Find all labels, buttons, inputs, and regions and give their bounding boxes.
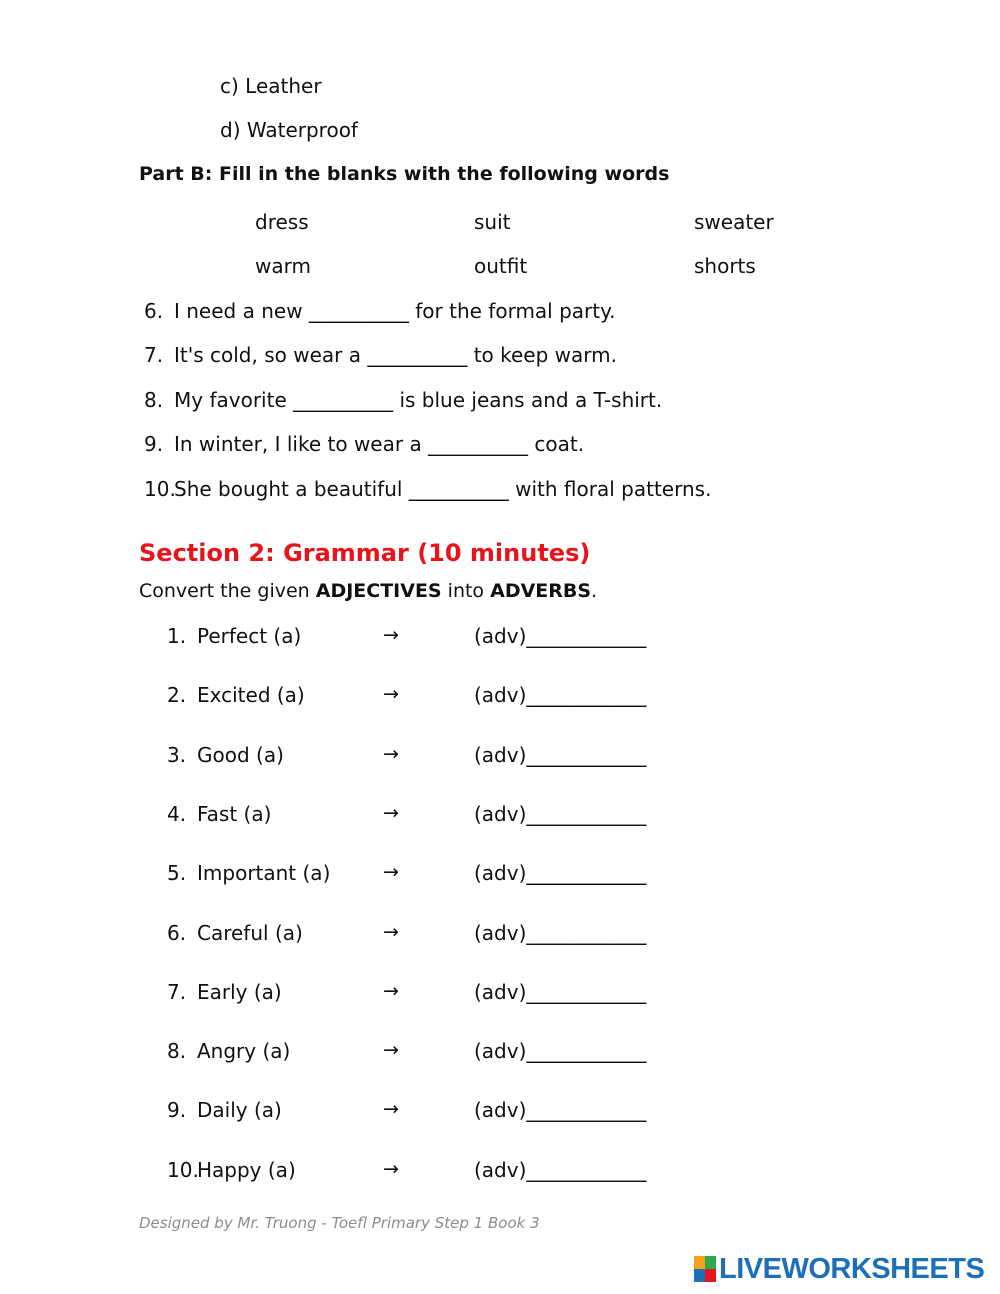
arrow-right-icon: → bbox=[383, 1039, 399, 1061]
grammar-item-number: 1. bbox=[167, 624, 187, 648]
grammar-item-number: 9. bbox=[167, 1098, 187, 1122]
grammar-item-number: 6. bbox=[167, 921, 187, 945]
grammar-item-adjective: Fast (a) bbox=[197, 802, 272, 826]
sentence-number: 9. bbox=[144, 432, 164, 456]
arrow-right-icon: → bbox=[383, 1098, 399, 1120]
grammar-item-adjective: Good (a) bbox=[197, 743, 284, 767]
sentence-text[interactable]: I need a new __________ for the formal party. bbox=[174, 299, 616, 323]
grammar-item-answer-blank[interactable]: (adv)____________ bbox=[474, 743, 647, 767]
word-bank-item: suit bbox=[474, 210, 511, 234]
option-d: d) Waterproof bbox=[220, 118, 358, 142]
grammar-item-number: 8. bbox=[167, 1039, 187, 1063]
grammar-item-adjective: Angry (a) bbox=[197, 1039, 291, 1063]
grammar-item-number: 5. bbox=[167, 861, 187, 885]
grammar-item-adjective: Early (a) bbox=[197, 980, 282, 1004]
sentence-number: 10. bbox=[144, 477, 176, 501]
arrow-right-icon: → bbox=[383, 802, 399, 824]
sentence-text[interactable]: In winter, I like to wear a __________ coat. bbox=[174, 432, 585, 456]
sentence-number: 8. bbox=[144, 388, 164, 412]
section-2-title: Section 2: Grammar (10 minutes) bbox=[139, 539, 591, 567]
instruction-adjectives: ADJECTIVES bbox=[315, 580, 442, 602]
word-bank-item: sweater bbox=[694, 210, 774, 234]
grammar-item-answer-blank[interactable]: (adv)____________ bbox=[474, 921, 647, 945]
part-b-title: Part B: Fill in the blanks with the following words bbox=[139, 163, 670, 185]
grammar-item-answer-blank[interactable]: (adv)____________ bbox=[474, 861, 647, 885]
footer-credit: Designed by Mr. Truong - Toefl Primary Step 1 Book 3 bbox=[139, 1214, 540, 1232]
grammar-item-answer-blank[interactable]: (adv)____________ bbox=[474, 980, 647, 1004]
word-bank-item: warm bbox=[255, 254, 311, 278]
grammar-item-number: 7. bbox=[167, 980, 187, 1004]
grammar-item-adjective: Careful (a) bbox=[197, 921, 303, 945]
sentence-text[interactable]: She bought a beautiful __________ with floral patterns. bbox=[174, 477, 712, 501]
grammar-item-answer-blank[interactable]: (adv)____________ bbox=[474, 683, 647, 707]
instruction-part: into bbox=[441, 580, 491, 602]
grammar-item-number: 2. bbox=[167, 683, 187, 707]
grammar-item-adjective: Important (a) bbox=[197, 861, 331, 885]
instruction-part: Convert the given bbox=[139, 580, 316, 602]
instruction-adverbs: ADVERBS bbox=[490, 580, 592, 602]
grammar-item-answer-blank[interactable]: (adv)____________ bbox=[474, 624, 647, 648]
liveworksheets-logo bbox=[694, 1252, 984, 1286]
arrow-right-icon: → bbox=[383, 921, 399, 943]
grammar-item-answer-blank[interactable]: (adv)____________ bbox=[474, 1158, 647, 1182]
sentence-number: 7. bbox=[144, 343, 164, 367]
arrow-right-icon: → bbox=[383, 624, 399, 646]
grammar-item-answer-blank[interactable]: (adv)____________ bbox=[474, 1039, 647, 1063]
grammar-item-adjective: Happy (a) bbox=[197, 1158, 296, 1182]
arrow-right-icon: → bbox=[383, 861, 399, 883]
word-bank-item: outfit bbox=[474, 254, 528, 278]
grammar-item-answer-blank[interactable]: (adv)____________ bbox=[474, 802, 647, 826]
arrow-right-icon: → bbox=[383, 1158, 399, 1180]
logo-mark-icon bbox=[694, 1256, 716, 1282]
logo-text: LIVEWORKSHEETS bbox=[719, 1252, 985, 1285]
grammar-item-adjective: Daily (a) bbox=[197, 1098, 282, 1122]
sentence-text[interactable]: My favorite __________ is blue jeans and a T-shirt. bbox=[174, 388, 663, 412]
word-bank-item: shorts bbox=[694, 254, 756, 278]
arrow-right-icon: → bbox=[383, 743, 399, 765]
grammar-item-adjective: Excited (a) bbox=[197, 683, 305, 707]
sentence-text[interactable]: It's cold, so wear a __________ to keep warm. bbox=[174, 343, 617, 367]
word-bank-item: dress bbox=[255, 210, 309, 234]
grammar-item-answer-blank[interactable]: (adv)____________ bbox=[474, 1098, 647, 1122]
section-2-instruction bbox=[139, 580, 597, 602]
option-c: c) Leather bbox=[220, 74, 322, 98]
grammar-item-number: 4. bbox=[167, 802, 187, 826]
grammar-item-number: 10. bbox=[167, 1158, 199, 1182]
arrow-right-icon: → bbox=[383, 683, 399, 705]
instruction-part: . bbox=[591, 580, 598, 602]
arrow-right-icon: → bbox=[383, 980, 399, 1002]
sentence-number: 6. bbox=[144, 299, 164, 323]
grammar-item-number: 3. bbox=[167, 743, 187, 767]
grammar-item-adjective: Perfect (a) bbox=[197, 624, 302, 648]
